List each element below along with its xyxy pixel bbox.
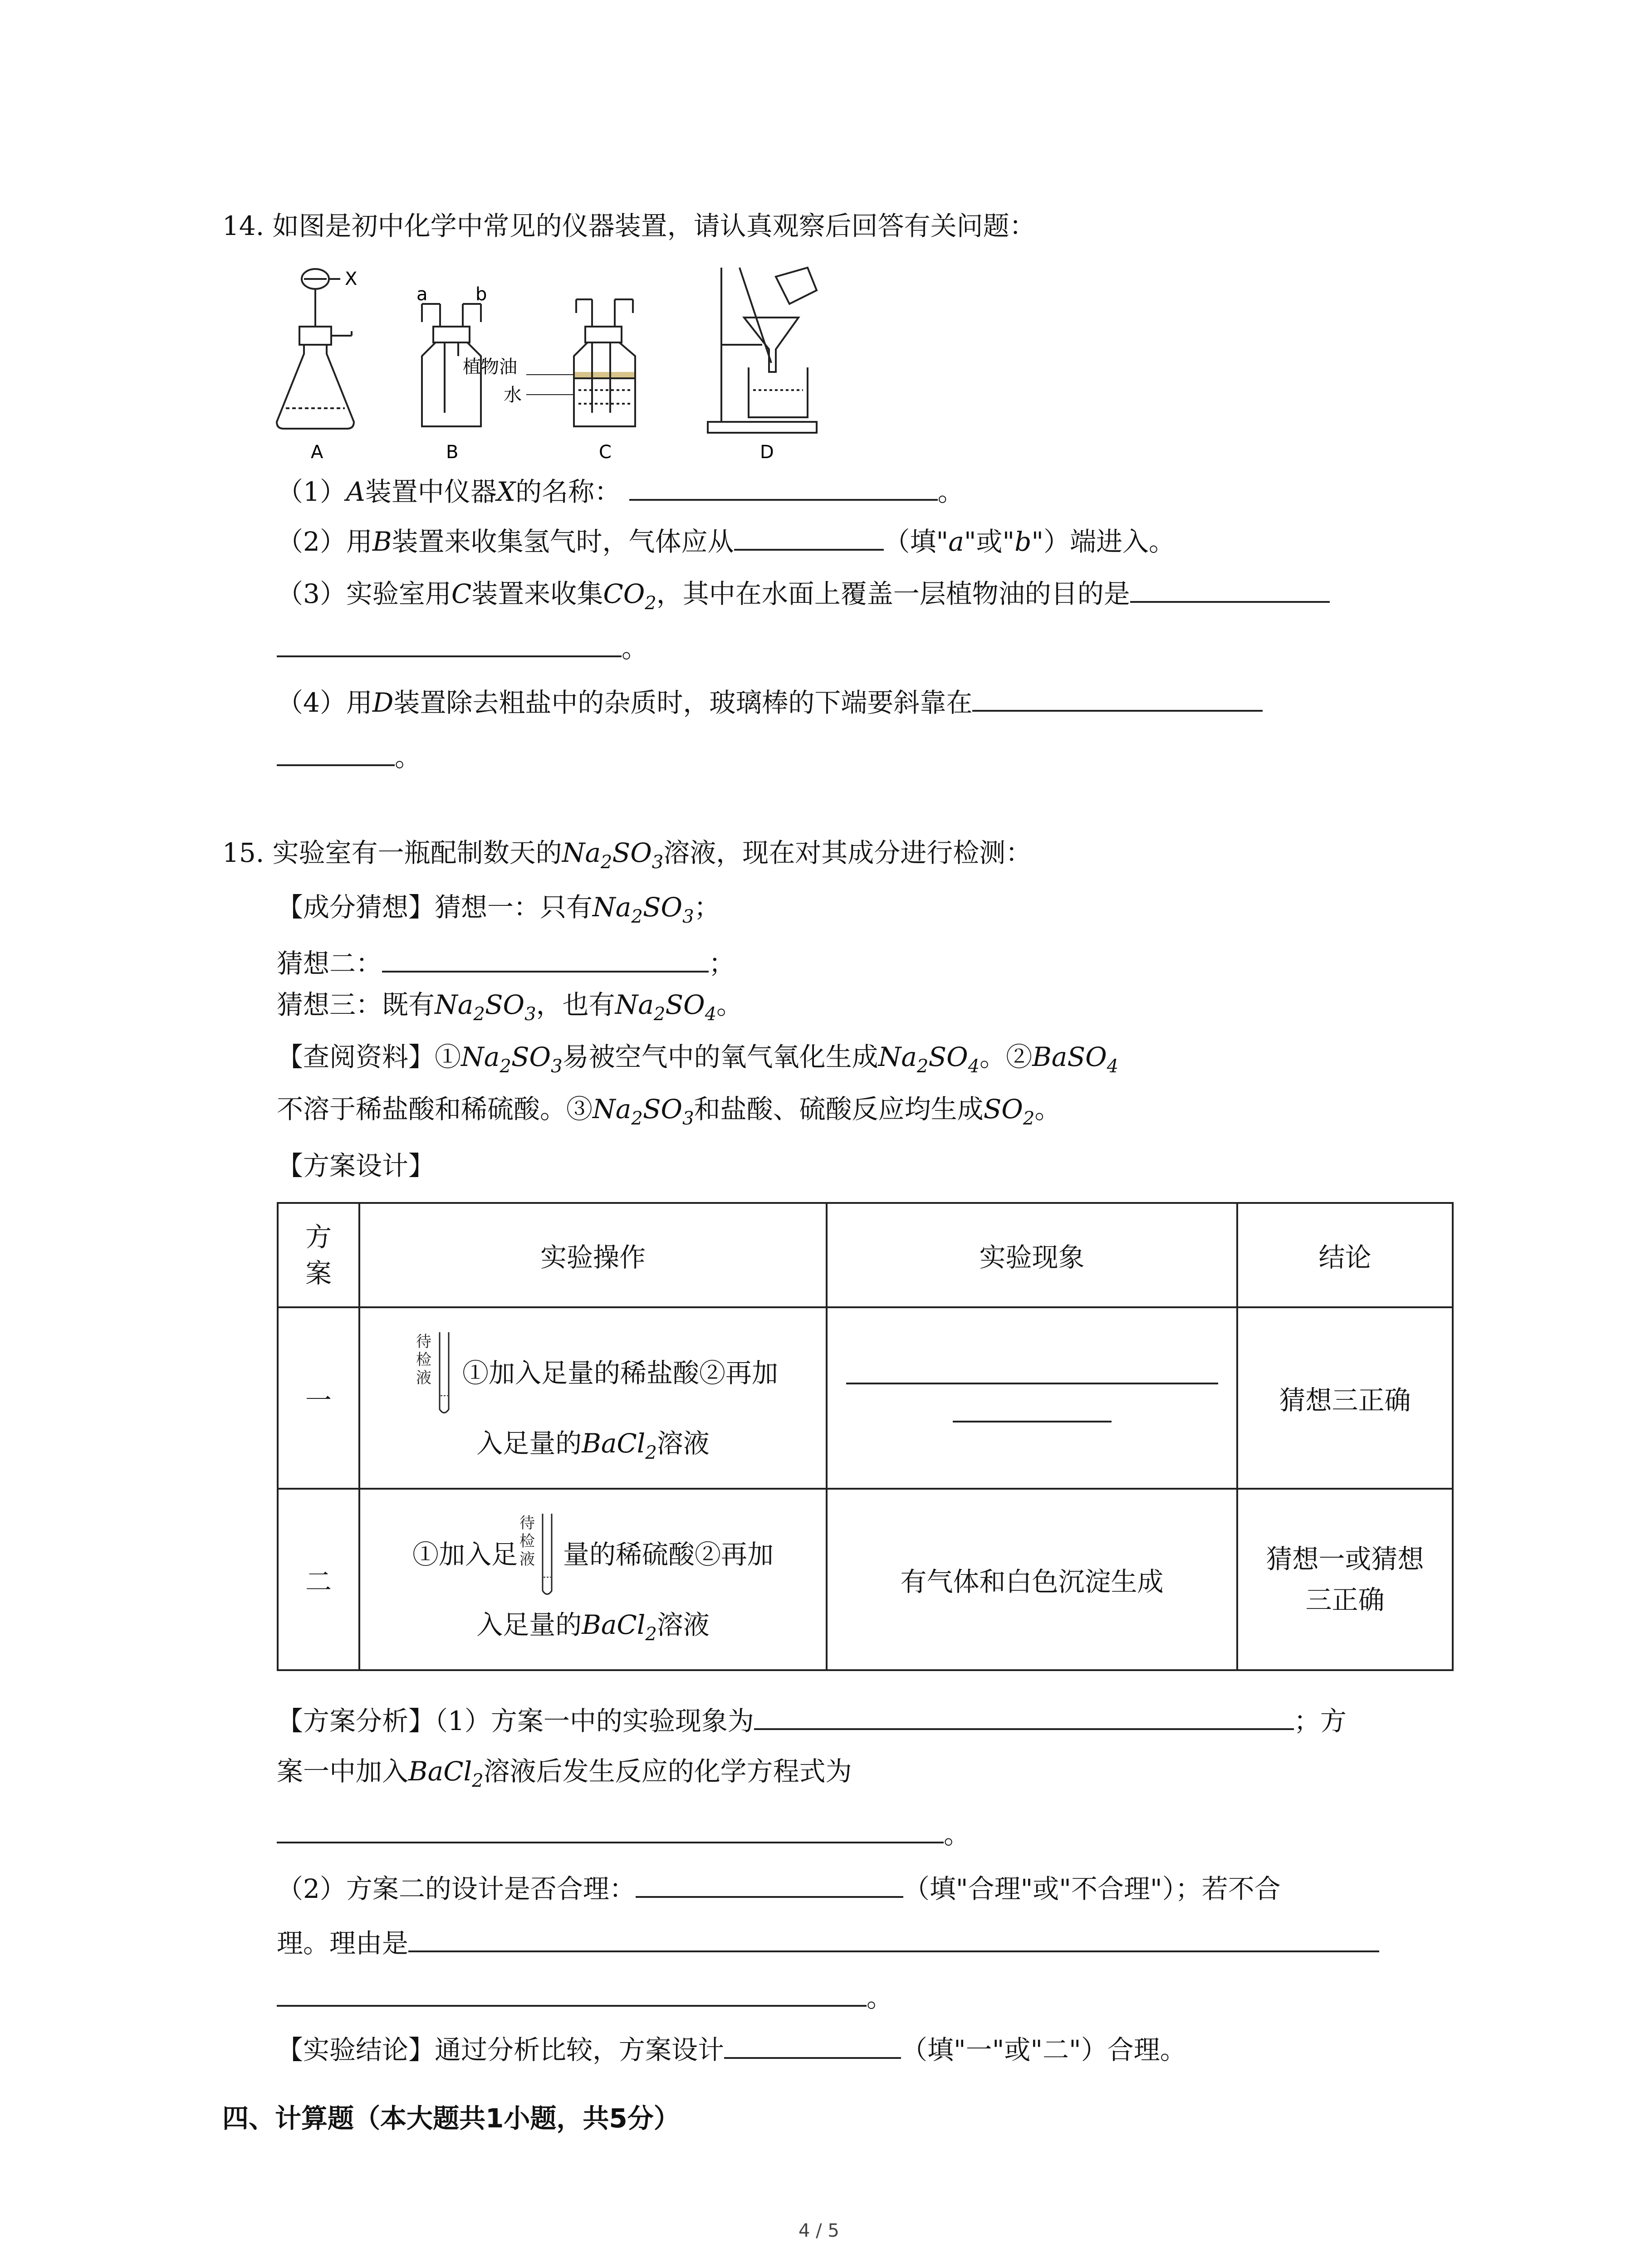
q15-conclusion: 【实验结论】通过分析比较，方案设计 （填"一"或"二"）合理。 bbox=[277, 2030, 1186, 2068]
answer-blank[interactable] bbox=[734, 522, 884, 551]
apparatus-c-icon bbox=[526, 299, 635, 426]
answer-blank[interactable] bbox=[754, 1701, 1294, 1730]
q15-analysis1-line2: 案一中加入BaCl$_2$溶液后发生反应的化学方程式为 bbox=[277, 1756, 852, 1791]
header-conclusion: 结论 bbox=[1237, 1203, 1453, 1307]
label-oil: 植物油 bbox=[463, 357, 517, 377]
q15-design-head: 【方案设计】 bbox=[277, 1150, 435, 1181]
svg-text:液: 液 bbox=[519, 1550, 535, 1569]
answer-blank[interactable] bbox=[636, 1869, 903, 1898]
apparatus-a-icon bbox=[277, 269, 354, 429]
header-operation: 实验操作 bbox=[359, 1203, 827, 1307]
label-water: 水 bbox=[504, 385, 522, 406]
q14-part2: （2）用B装置来收集氢气时，气体应从 （填"a"或"b"）端进入。 bbox=[277, 522, 1175, 560]
q15-guess3: 猜想三：既有$Na_2SO_3$，也有$Na_2SO_4$。 bbox=[277, 989, 743, 1025]
q15-info-line1: 【查阅资料】$①Na_2SO_3$易被空气中的氧气氧化生成$Na_2SO_4$。②BaSO$_4$ bbox=[277, 1041, 1119, 1077]
header-phenomenon: 实验现象 bbox=[827, 1203, 1237, 1307]
caption-d: D bbox=[760, 442, 774, 463]
q15-analysis2-line2: 理。理由是 bbox=[277, 1923, 1379, 1961]
answer-blank[interactable] bbox=[277, 1978, 867, 2007]
q15-stem: 15. 实验室有一瓶配制数天的$Na_2SO_3$溶液，现在对其成分进行检测： bbox=[222, 837, 1032, 873]
table-row bbox=[278, 1307, 1453, 1489]
label-a: a bbox=[416, 284, 428, 305]
table-row bbox=[278, 1489, 1453, 1670]
q15-info-line2: 不溶于稀盐酸和稀硫酸。$③Na_2SO_3$和盐酸、硫酸反应均生成$SO_2$。 bbox=[277, 1094, 1061, 1129]
test-tube-icon bbox=[408, 1328, 462, 1418]
answer-blank[interactable] bbox=[846, 1374, 1218, 1384]
q15-guess1: 【成分猜想】猜想一：只有$Na_2SO_3$； bbox=[277, 892, 720, 927]
q14-stem-text: 14. 如图是初中化学中常见的仪器装置，请认真观察后回答有关问题： bbox=[222, 210, 1036, 241]
q14-part4: （4）用D装置除去粗盐中的杂质时，玻璃棒的下端要斜靠在 bbox=[277, 683, 1263, 721]
answer-blank[interactable] bbox=[724, 2030, 901, 2059]
svg-text:液: 液 bbox=[416, 1369, 431, 1387]
row1-plan: 一 bbox=[278, 1307, 359, 1489]
svg-text:待: 待 bbox=[519, 1514, 535, 1532]
test-tube-icon bbox=[518, 1509, 563, 1600]
row2-conclusion: 猜想一或猜想 三正确 bbox=[1237, 1489, 1453, 1670]
answer-blank[interactable] bbox=[277, 628, 622, 657]
q15-analysis1: 【方案分析】（1）方案一中的实验现象为 ；方 bbox=[277, 1701, 1347, 1739]
row1-phenomenon bbox=[827, 1307, 1237, 1489]
answer-blank[interactable] bbox=[382, 943, 709, 973]
answer-blank[interactable] bbox=[277, 737, 395, 766]
row2-phenomenon: 有气体和白色沉淀生成 bbox=[827, 1489, 1237, 1670]
q14-part3-line2: 。 bbox=[277, 628, 648, 666]
q14-part1: （1）A装置中仪器X的名称： 。 bbox=[277, 472, 964, 510]
row2-plan: 二 bbox=[278, 1489, 359, 1670]
answer-blank[interactable] bbox=[277, 1814, 944, 1843]
label-b: b bbox=[475, 284, 487, 305]
q14-apparatus-figure bbox=[272, 259, 844, 472]
page-number: 4 / 5 bbox=[798, 2220, 839, 2241]
answer-blank[interactable] bbox=[972, 683, 1263, 712]
caption-c: C bbox=[599, 442, 612, 463]
caption-b: B bbox=[446, 442, 459, 463]
row1-operation: 待 检 液 ①加入足量的稀盐酸②再加 入足量的BaCl$_2$溶液 bbox=[359, 1307, 827, 1489]
plan-table bbox=[277, 1202, 1454, 1671]
row2-operation: ①加入足 待 检 液 量的稀硫酸②再加 入足量的BaCl$_2$溶液 bbox=[359, 1489, 827, 1670]
q14-stem bbox=[222, 208, 1036, 244]
header-plan: 方案 bbox=[278, 1203, 359, 1307]
apparatus-d-icon bbox=[708, 268, 817, 433]
answer-blank[interactable] bbox=[1130, 574, 1330, 603]
row1-conclusion: 猜想三正确 bbox=[1237, 1307, 1453, 1489]
section-4-heading: 四、计算题（本大题共1小题，共5分） bbox=[222, 2103, 680, 2134]
q15-analysis2-line3: 。 bbox=[277, 1978, 893, 2016]
answer-blank[interactable] bbox=[953, 1412, 1112, 1422]
q14-part3: （3）实验室用C装置来收集$CO_2$，其中在水面上覆盖一层植物油的目的是 bbox=[277, 574, 1330, 612]
svg-text:检: 检 bbox=[519, 1532, 535, 1550]
label-x: X bbox=[345, 269, 358, 289]
q15-analysis1-line3: 。 bbox=[277, 1814, 970, 1853]
q15-analysis2: （2）方案二的设计是否合理： （填"合理"或"不合理"）；若不合 bbox=[277, 1869, 1281, 1907]
caption-a: A bbox=[311, 442, 323, 463]
q15-guess2: 猜想二： ； bbox=[277, 943, 735, 982]
q14-part4-line2: 。 bbox=[277, 737, 421, 775]
answer-blank[interactable] bbox=[408, 1923, 1379, 1952]
answer-blank[interactable] bbox=[629, 472, 938, 501]
svg-text:检: 检 bbox=[416, 1351, 431, 1369]
table-header-row bbox=[278, 1203, 1453, 1307]
svg-text:待: 待 bbox=[416, 1333, 431, 1351]
